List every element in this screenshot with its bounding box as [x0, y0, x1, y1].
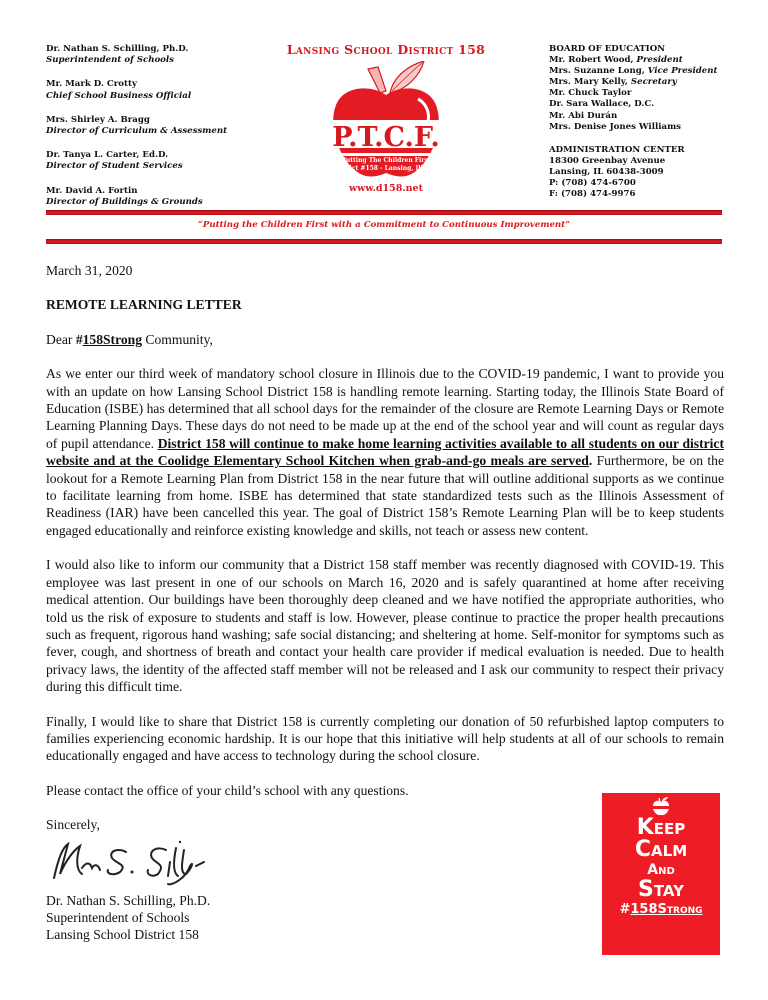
header-divider-bottom	[46, 239, 722, 244]
signer-name: Dr. Nathan S. Schilling, Ph.D.	[46, 892, 211, 908]
staff-title: Chief School Business Official	[46, 90, 192, 101]
svg-text:District #158 - Lansing, Illin: District #158 - Lansing, Illinois	[332, 165, 440, 172]
signature-image	[46, 838, 236, 886]
svg-text:Putting The Children First: Putting The Children First	[341, 157, 431, 164]
staff-name: Mr. Mark D. Crotty	[46, 79, 137, 90]
staff-title: Director of Curriculum & Assessment	[46, 126, 228, 137]
staff-entry	[46, 44, 276, 66]
paragraph-laptop-donation: Finally, I would like to share that District 158 is currently completing our donation of 50 refurbished laptop computers to families experiencing economic hardship. It is our hope that this initiative will help students at all of our schools to remain educationally engaged and have access to technology during the school closure.	[46, 713, 724, 764]
header-divider-top	[46, 210, 722, 215]
district-motto: “Putting the Children First with a Commitment to Continuous Improvement”	[197, 220, 571, 230]
letter-date: March 31, 2020	[46, 263, 133, 278]
board-and-admin	[549, 44, 749, 200]
admin-address-1: 18300 Greenbay Avenue	[549, 155, 666, 166]
staff-name: Mr. David A. Fortin	[46, 185, 138, 196]
staff-name: Mrs. Shirley A. Bragg	[46, 114, 150, 125]
poster-hashtag: #158Strong	[619, 902, 703, 917]
signer-title: Superintendent of Schools	[46, 909, 190, 925]
admin-address-2: Lansing, IL 60438-3009	[549, 166, 664, 177]
closing: Sincerely,	[46, 817, 100, 833]
poster-line-and: And	[647, 862, 675, 878]
staff-name: Dr. Nathan S. Schilling, Ph.D.	[46, 44, 189, 54]
spacer	[549, 133, 749, 145]
board-member: Mr. Robert Wood, President	[549, 55, 683, 66]
poster-line-keep: Keep	[636, 815, 686, 840]
staff-directory	[46, 44, 276, 221]
signer-organization: Lansing School District 158	[46, 927, 199, 943]
poster-line-calm: Calm	[634, 837, 688, 862]
board-member: Mrs. Mary Kelly, Secretary	[549, 77, 677, 88]
board-member: Mr. Abi Durán	[549, 110, 618, 121]
letter-subject: REMOTE LEARNING LETTER	[46, 297, 242, 313]
board-member: Mrs. Suzanne Long, Vice President	[549, 66, 718, 77]
district-title: Lansing School District 158	[286, 42, 486, 57]
emphasis-home-learning: District 158 will continue to make home learning activities available to all students on our district website and at the Coolidge Elementary School Kitchen when grab-and-go meals are served	[46, 435, 724, 469]
paragraph-remote-learning: As we enter our third week of mandatory school closure in Illinois due to the COVID-19 pandemic, I want to provide you with an update on how Lansing School District 158 is handling remote learning. Starting today, the Illinois State Board of Education (ISBE) has determined that all school days for the remainder of the closure are Remote Learning Days or Remote Learning Planning Days. These days do not need to be made up at the end of the school year and will count as regular days of pupil attendance. District 158 will continue to make home learning activities available to all students on our district website and at the Coolidge Elementary School Kitchen when grab-and-go meals are served. Furthermore, be on the lookout for a Remote Learning Plan from District 158 in the near future that will outline additional supports as we continue to facilitate learning from home. ISBE has determined that state standardized tests such as the Illinois Assessment of Readiness (IAR) have been cancelled this year. The goal of District 158’s Remote Learning Plan will be to keep students engaged educationally and reinforce existing knowledge and skills, not teach or assess new content.	[46, 366, 724, 538]
admin-phone: P: (708) 474-6700	[549, 178, 636, 189]
staff-entry	[46, 115, 276, 137]
district-logo-block	[272, 42, 500, 194]
staff-entry	[46, 79, 276, 101]
board-member: Mr. Chuck Taylor	[549, 88, 632, 99]
apple-icon	[652, 797, 670, 817]
svg-text:P.T.C.F.: P.T.C.F.	[332, 122, 440, 153]
poster-line-stay: Stay	[638, 877, 684, 902]
admin-fax: F: (708) 474-9976	[549, 189, 636, 200]
board-heading: BOARD OF EDUCATION	[549, 44, 666, 54]
letter-greeting: Dear #158Strong Community,	[46, 331, 213, 347]
board-member: Mrs. Denise Jones Williams	[549, 121, 681, 132]
admin-heading: ADMINISTRATION CENTER	[549, 144, 685, 155]
staff-name: Dr. Tanya L. Carter, Ed.D.	[46, 150, 169, 161]
staff-title: Director of Student Services	[46, 161, 183, 172]
apple-logo-icon	[306, 61, 466, 181]
hashtag: 158Strong	[82, 331, 143, 347]
keep-calm-poster	[602, 793, 720, 955]
board-member: Dr. Sara Wallace, D.C.	[549, 99, 655, 110]
staff-title: Director of Buildings & Grounds	[46, 196, 203, 207]
website-link[interactable]: www.d158.net	[348, 183, 423, 194]
staff-title: Superintendent of Schools	[46, 55, 175, 66]
staff-entry	[46, 186, 276, 208]
paragraph-contact: Please contact the office of your child’s school with any questions.	[46, 782, 409, 798]
staff-entry	[46, 150, 276, 172]
paragraph-covid-case: I would also like to inform our community that a District 158 staff member was recently diagnosed with COVID-19. This employee was last present in one of our schools on March 16, 2020 and is safely quarantined at home after receiving medical attention. Our buildings have been thoroughly deep cleaned and we have notified the appropriate authorities, who told us the risk of exposure to students and staff is low. However, please continue to practice the proper health precautions such as frequent, rigorous hand washing; safe social distancing; and sheltering at home. Self-monitor for symptoms such as fever, cough, and shortness of breath and contact your health care provider if medical evaluation is needed. Due to health privacy laws, the identity of the affected staff member will not be released and I ask our community to respect their privacy during this difficult time.	[46, 557, 724, 695]
